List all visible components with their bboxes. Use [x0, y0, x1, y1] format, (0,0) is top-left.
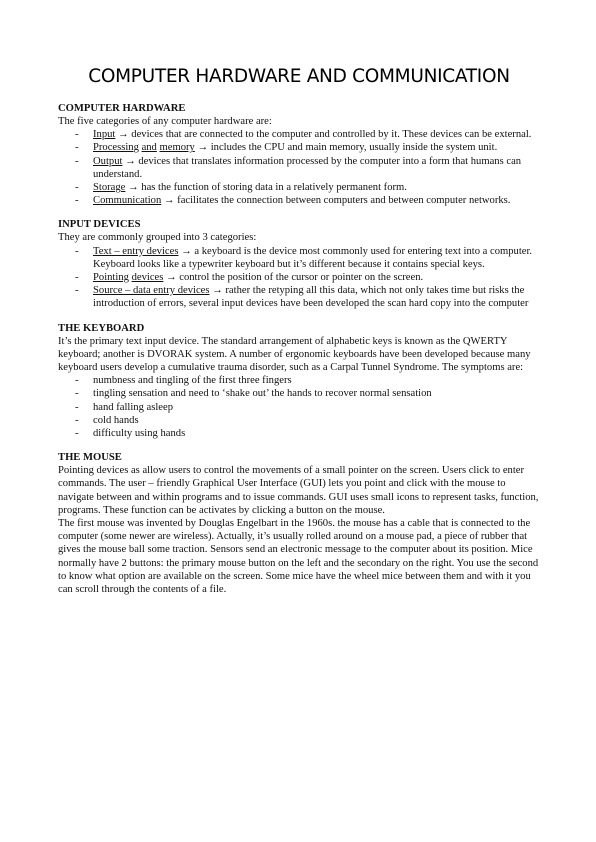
arrow-icon: →	[197, 142, 209, 154]
item-text: cold hands	[93, 414, 139, 426]
list-item	[58, 181, 540, 194]
item-text: rather the retyping all this data, which not only takes time but risks the introduction of errors, several input devices have been developed the scan hard copy into the computer	[93, 285, 529, 310]
list-item	[58, 284, 540, 310]
item-text: a keyboard is the device most commonly used for entering text into a computer. Keyboard looks like a typewriter keyboard but it’s different because it contains special keys.	[93, 245, 533, 270]
item-text: has the function of storing data in a relatively permanent form.	[138, 182, 407, 194]
arrow-icon: →	[166, 272, 177, 284]
bullet-dash: -	[75, 142, 79, 154]
term: memory	[159, 142, 195, 154]
section-intro: The five categories of any computer hardware are:	[58, 116, 272, 127]
bullet-dash: -	[75, 414, 79, 426]
list-item	[58, 374, 540, 387]
bullet-dash: -	[75, 401, 79, 413]
list-item	[58, 245, 540, 271]
section-intro: They are commonly grouped into 3 categories:	[58, 232, 257, 244]
term: Pointing	[93, 272, 129, 284]
bullet-dash: -	[75, 182, 79, 194]
arrow-icon: →	[212, 285, 223, 297]
bullet-dash: -	[75, 272, 79, 284]
item-text: difficulty using hands	[93, 428, 186, 440]
bullet-dash: -	[75, 245, 79, 257]
section-input-devices	[58, 218, 540, 310]
arrow-icon: →	[181, 245, 192, 257]
bullet-dash: -	[75, 155, 79, 167]
section-keyboard	[58, 322, 540, 441]
term: Processing	[93, 142, 139, 154]
section-heading: THE MOUSE	[58, 452, 122, 464]
item-text: devices that are connected to the computer and controlled by it. These devices can be external.	[128, 129, 532, 141]
section-paragraph: The first mouse was invented by Douglas Engelbart in the 1960s. the mouse has a cable that is connected to the computer (some newer are wireless). Actually, it’s usually rolled around on a mouse pad, a piece of rubber that gives the mouse ball some traction. Sensors send an electronic message to the computer about its position. Mice normally have 2 buttons: the primary mouse button on the left and the secondary on the right. You use the second to know what option are available on the screen. Some mice have the wheel mice between them and with it you can scroll through the contents of a file.	[58, 518, 539, 596]
list-item	[58, 414, 540, 427]
bullet-dash: -	[75, 129, 79, 141]
arrow-icon: →	[163, 195, 175, 207]
section-paragraph: It’s the primary text input device. The standard arrangement of alphabetic keys is known as the QWERTY keyboard; another is DVORAK system. A number of ergonomic keyboards have been developed because many keyboard users develop a cumulative trauma disorder, such as a Carpal Tunnel Syndrome. The symptoms are:	[58, 335, 531, 374]
item-text: includes the CPU and main memory, usually inside the system unit.	[208, 142, 498, 154]
term: Storage	[93, 182, 126, 194]
section-heading: THE KEYBOARD	[58, 322, 145, 334]
item-text: numbness and tingling of the first three fingers	[93, 375, 292, 387]
term: Output	[93, 155, 123, 167]
item-text: control the position of the cursor or pointer on the screen.	[176, 272, 424, 284]
arrow-icon: →	[118, 129, 129, 141]
section-heading: COMPUTER HARDWARE	[58, 103, 186, 114]
section-mouse	[58, 451, 540, 596]
list-item	[58, 401, 540, 414]
arrow-icon: →	[128, 182, 139, 194]
section-heading: INPUT DEVICES	[58, 219, 141, 231]
page-title: COMPUTER HARDWARE AND COMMUNICATION	[88, 66, 510, 87]
section-paragraph: Pointing devices as allow users to control the movements of a small pointer on the screen. Users click to enter commands. The user – friendly Graphical User Interface (GUI) lets you point and click with the mouse to navigate between and within programs and to issue commands. GUI uses small icons to represent tasks, function, programs. These function can be activates by clicking a button on the mouse.	[58, 465, 539, 516]
bullet-list	[58, 245, 540, 311]
section-computer-hardware	[58, 102, 540, 207]
term: Source – data entry devices	[93, 285, 210, 297]
list-item	[58, 155, 540, 181]
arrow-icon: →	[125, 155, 136, 167]
bullet-dash: -	[75, 375, 79, 387]
item-text: hand falling asleep	[93, 401, 174, 413]
item-text: facilitates the connection between computers and between computer networks.	[174, 195, 511, 207]
bullet-dash: -	[75, 388, 79, 400]
term: Text – entry devices	[93, 245, 179, 257]
list-item	[58, 271, 540, 284]
term: Communication	[93, 195, 162, 207]
list-item	[58, 128, 540, 141]
item-text: tingling sensation and need to ‘shake out’ the hands to recover normal sensation	[93, 388, 432, 400]
list-item	[58, 141, 540, 154]
item-text: devices that translates information processed by the computer into a form that humans can understand.	[93, 155, 522, 180]
bullet-dash: -	[75, 428, 79, 440]
list-item	[58, 194, 540, 207]
bullet-dash: -	[75, 195, 79, 207]
bullet-dash: -	[75, 285, 79, 297]
list-item	[58, 427, 540, 440]
term: and	[141, 142, 157, 154]
symptom-list	[58, 374, 540, 440]
term: Input	[93, 129, 116, 141]
list-item	[58, 387, 540, 400]
term: devices	[131, 272, 164, 284]
bullet-list	[58, 128, 540, 207]
